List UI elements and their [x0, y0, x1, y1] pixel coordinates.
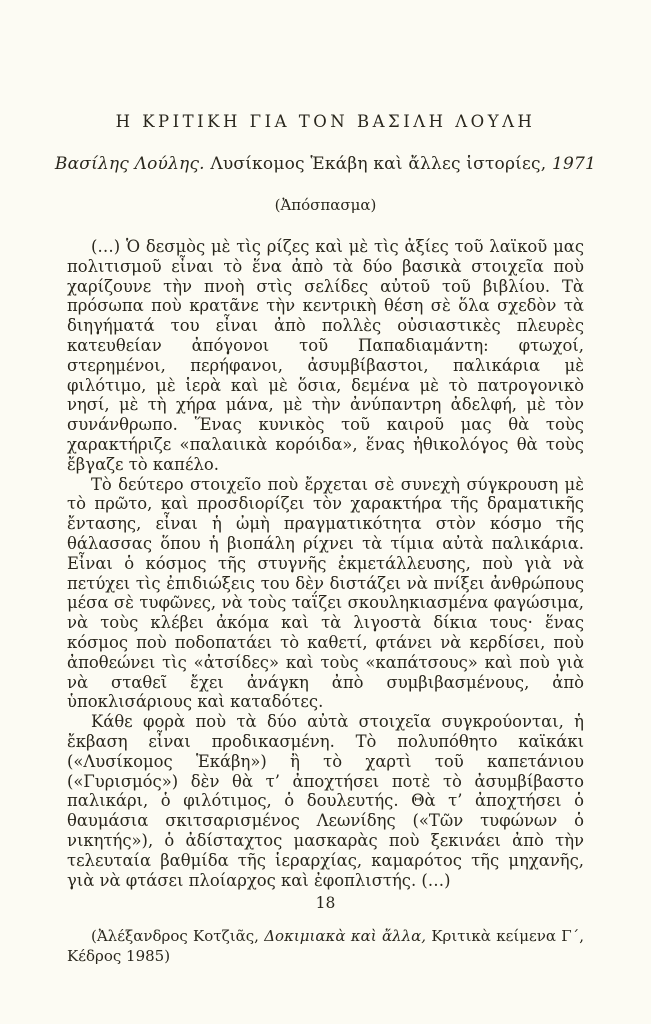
- page-number: 18: [315, 894, 336, 912]
- body-paragraph: Κάθε φορὰ ποὺ τὰ δύο αὐτὰ στοιχεῖα συγκρούονται, ἡ ἔκβαση εἶναι προδικασμένη. Τὸ πολυπόθητο καϊκάκι («Λυσίκομος Ἑκάβη») ἢ τὸ χαρτὶ τοῦ καπετάνιου («Γυρισμός») δὲν θὰ τ’ ἀποχτήσει ποτὲ τὸ ἀσυμβίβαστο παλικάρι, ὁ φιλότιμος, ὁ δουλευτής. Θὰ τ’ ἀποχτήσει ὁ θαυμάσια σκιτσαρισμένος Λεωνίδης («Τῶν τυφώνων ὁ νικητής»), ὁ ἀδίσταχτος μασκαρὰς ποὺ ξεκινάει ἀπὸ τὴν τελευταία βαθμίδα τῆς ἱεραρχίας, καμαρότος τῆς μηχανῆς, γιὰ νὰ φτάσει πλοίαρχος καὶ ἐφοπλιστής. (…): [67, 712, 584, 890]
- body-paragraph: (…) Ὁ δεσμὸς μὲ τὶς ρίζες καὶ μὲ τὶς ἀξίες τοῦ λαϊκοῦ μας πολιτισμοῦ εἶναι τὸ ἕνα ἀπὸ τὰ δύο βασικὰ στοιχεῖα ποὺ χαρίζουνε τὴν πνοὴ στὶς σελίδες αὐτοῦ τοῦ βιβλίου. Τὰ πρόσωπα ποὺ κρατᾶνε τὴν κεντρικὴ θέση σὲ ὅλα σχεδὸν τὰ διηγήματά του εἶναι ἀπὸ πολλὲς οὐσιαστικὲς πλευρὲς κατευθείαν ἀπόγονοι τοῦ Παπαδιαμάντη: φτωχοί, στερημένοι, περήφανοι, ἀσυμβίβαστοι, παλικάρια μὲ φιλότιμο, μὲ ἱερὰ καὶ μὲ ὅσια, δεμένα μὲ τὸ πατρογονικὸ νησί, μὲ τὴ χήρα μάνα, μὲ τὴν ἀνύπαντρη ἀδελφή, μὲ τὸν συνάνθρωπο. Ἕνας κυνικὸς τοῦ καιροῦ μας θὰ τοὺς χαρακτήριζε «παλαιικὰ κορόιδα», ἕνας ἠθικολόγος θὰ τοὺς ἔβγαζε τὸ καπέλο.: [67, 237, 584, 474]
- body-paragraph: Τὸ δεύτερο στοιχεῖο ποὺ ἔρχεται σὲ συνεχὴ σύγκρουση μὲ τὸ πρῶτο, καὶ προσδιορίζει τὸν χαρακτήρα τῆς δραματικῆς ἔντασης, εἶναι ἡ ὠμὴ πραγματικότητα στὸν κόσμο τῆς θάλασσας ὅπου ἡ βιοπάλη ρίχνει τὰ τίμια αὐτὰ παλικάρια. Εἶναι ὁ κόσμος τῆς στυγνῆς ἐκμετάλλευσης, ποὺ γιὰ νὰ πετύχει τὶς ἐπιδιώξεις του δὲν διστάζει νὰ πνίξει ἀνθρώπους μέσα σὲ τυφῶνες, νὰ τοὺς ταΐζει σκουληκιασμένα φαγώσιμα, νὰ τοὺς κλέβει ἀκόμα καὶ τὰ λιγοστὰ δίκια τους· ἕνας κόσμος ποὺ ποδοπατάει τὸ καθετί, φτάνει νὰ κερδίσει, ποὺ ἀποθεώνει τὶς «ἀτσίδες» καὶ τοὺς «καπάτσους» καὶ ποὺ γιὰ νὰ σταθεῖ ἔχει ἀνάγκη ἀπὸ συμβιβασμένους, ἀπὸ ὑποκλισάριους καὶ καταδότες.: [67, 474, 584, 712]
- book-reference: [0, 154, 651, 174]
- page-header: [0, 0, 651, 214]
- book-title-text: Λυσίκομος Ἑκάβη καὶ ἄλλες ἱστορίες,: [210, 154, 547, 174]
- citation-work-title: Δοκιμιακὰ καὶ ἄλλα,: [264, 927, 427, 946]
- source-citation: [67, 926, 584, 966]
- author-name: Βασίλης Λούλης.: [54, 154, 205, 174]
- citation-details: Κριτικὰ κείμενα Γ´, Κέδρος 1985): [67, 927, 584, 966]
- citation-author: (Ἀλέξανδρος Κοτζιᾶς,: [91, 927, 259, 946]
- publication-year: 1971: [552, 154, 597, 174]
- excerpt-label: (Ἀπόσπασμα): [274, 196, 377, 214]
- page-title: Η ΚΡΙΤΙΚΗ ΓΙΑ ΤΟΝ ΒΑΣΙΛΗ ΛΟΥΛΗ: [115, 112, 536, 131]
- excerpt-body: [67, 237, 584, 890]
